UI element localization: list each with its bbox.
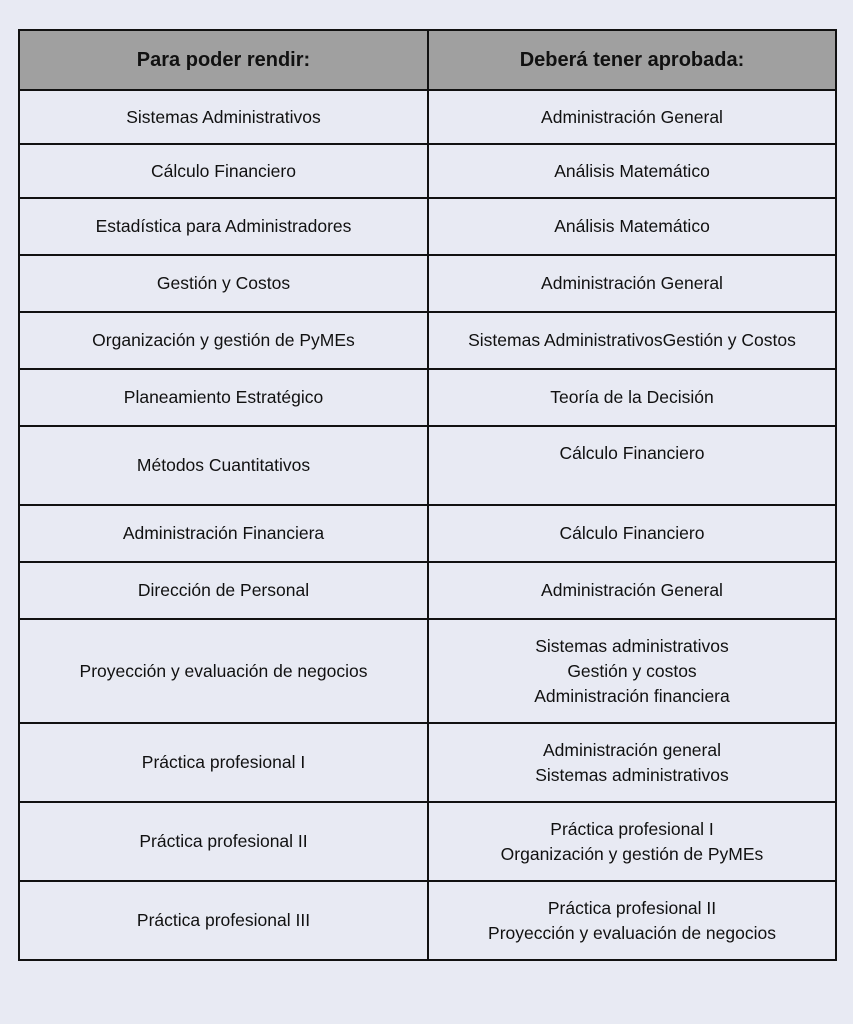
requirement-item: Práctica profesional I (550, 818, 714, 839)
subject-cell: Estadística para Administradores (19, 198, 428, 255)
table-body (19, 90, 836, 960)
table-row (19, 312, 836, 369)
requirement-item: Sistemas administrativos (535, 635, 729, 656)
subject-cell: Gestión y Costos (19, 255, 428, 312)
requirements-cell (428, 619, 836, 723)
header-subject: Para poder rendir: (19, 30, 428, 90)
requirements-cell (428, 562, 836, 619)
requirement-item: Cálculo Financiero (559, 523, 705, 543)
table-row (19, 426, 836, 505)
requirements-cell (428, 255, 836, 312)
table-row (19, 562, 836, 619)
requirements-cell (428, 144, 836, 198)
table-row (19, 90, 836, 144)
requirements-cell (428, 369, 836, 426)
requirement-item: Administración General (541, 580, 723, 600)
table-row (19, 802, 836, 881)
subject-cell: Sistemas Administrativos (19, 90, 428, 144)
requirement-item: Gestión y costos (567, 660, 697, 681)
requirement-item: Práctica profesional II (547, 897, 717, 918)
requirements-cell (428, 198, 836, 255)
table-row (19, 881, 836, 960)
requirements-cell (428, 90, 836, 144)
header-row (19, 30, 836, 90)
subject-cell: Práctica profesional II (19, 802, 428, 881)
requirement-item: Análisis Matemático (554, 216, 710, 236)
prerequisites-table (18, 29, 837, 961)
table-row (19, 255, 836, 312)
requirements-cell (428, 505, 836, 562)
subject-cell: Proyección y evaluación de negocios (19, 619, 428, 723)
requirement-item: Organización y gestión de PyMEs (500, 843, 764, 864)
requirement-item: Administración General (541, 273, 723, 293)
subject-cell: Administración Financiera (19, 505, 428, 562)
requirement-item: Cálculo Financiero (559, 443, 705, 463)
requirement-item: Teoría de la Decisión (550, 387, 714, 407)
requirement-item: Análisis Matemático (554, 160, 710, 181)
table-row (19, 198, 836, 255)
subject-cell: Práctica profesional I (19, 723, 428, 802)
table-row (19, 619, 836, 723)
table-row (19, 144, 836, 198)
requirement-item: Proyección y evaluación de negocios (488, 922, 776, 943)
subject-cell: Métodos Cuantitativos (19, 426, 428, 505)
requirements-cell (428, 723, 836, 802)
subject-cell: Práctica profesional III (19, 881, 428, 960)
requirement-item: Sistemas administrativos (535, 764, 729, 785)
requirement-item: Administración General (541, 106, 723, 127)
requirement-item: Administración general (542, 739, 721, 760)
header-requirements: Deberá tener aprobada: (428, 30, 836, 90)
table-row (19, 505, 836, 562)
subject-cell: Planeamiento Estratégico (19, 369, 428, 426)
table-row (19, 723, 836, 802)
requirement-item: Sistemas AdministrativosGestión y Costos (468, 330, 796, 350)
table-row (19, 369, 836, 426)
requirement-item: Administración financiera (534, 685, 730, 706)
requirements-cell (428, 312, 836, 369)
requirements-cell (428, 426, 836, 505)
table-header (19, 30, 836, 90)
subject-cell: Cálculo Financiero (19, 144, 428, 198)
subject-cell: Organización y gestión de PyMEs (19, 312, 428, 369)
subject-cell: Dirección de Personal (19, 562, 428, 619)
requirements-cell (428, 881, 836, 960)
requirements-cell (428, 802, 836, 881)
